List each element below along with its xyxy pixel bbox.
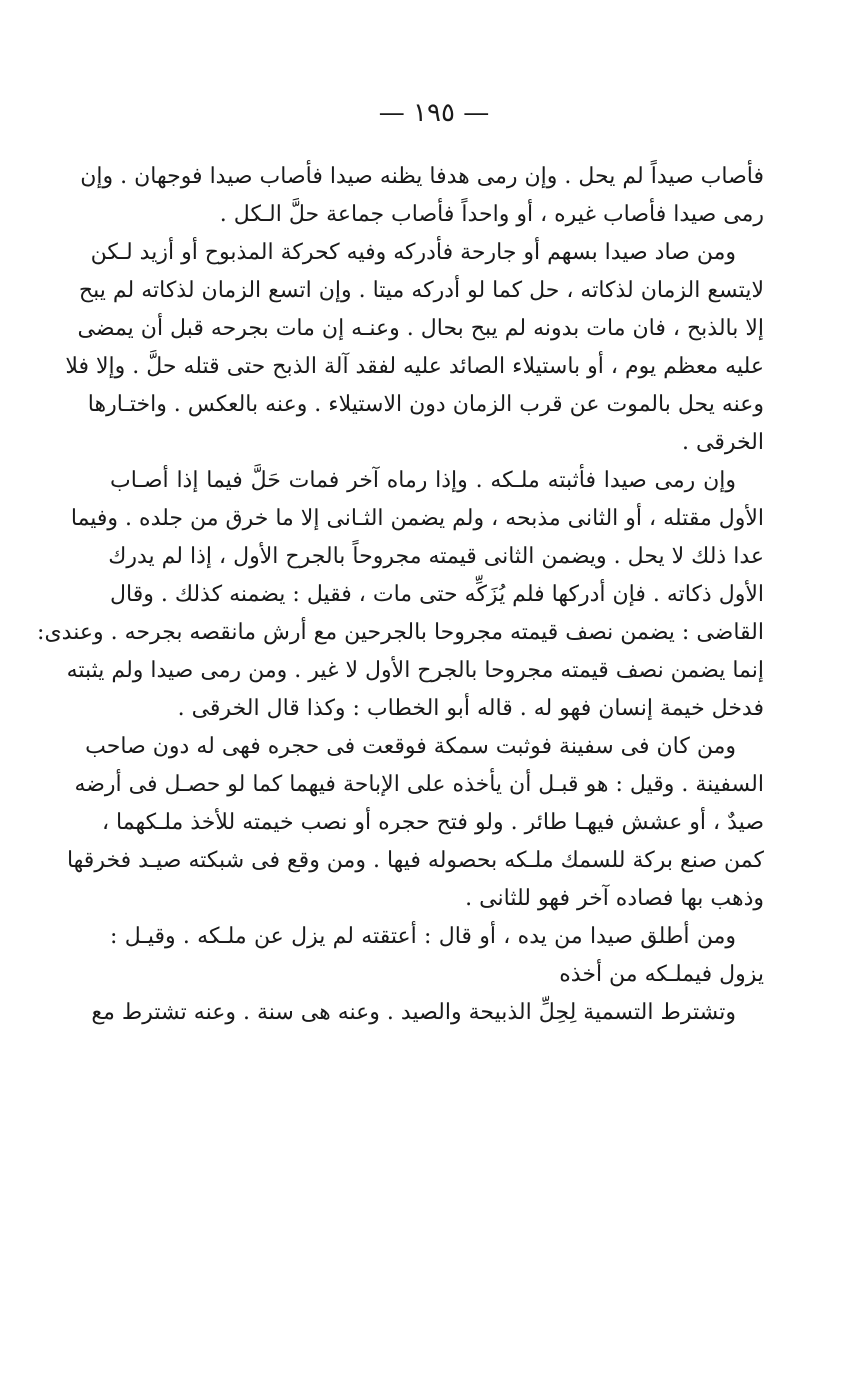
text-line: القاضى : يضمن نصف قيمته مجروحا بالجرحين مع أرش مانقصه بجرحه . وعندى: <box>37 620 764 645</box>
text-line: صيدٌ ، أو عشش فيهـا طائر . ولو فتح حجره أو نصب خيمته للأخذ ملـكهما ، <box>101 810 764 835</box>
text-line: إنما يضمن نصف قيمته مجروحا بالجرح الأول لا غير . ومن رمى صيدا ولم يثبته <box>66 658 764 683</box>
text-line: الأول مقتله ، أو الثانى مذبحه ، ولم يضمن الثـانى إلا ما خرق من جلده . وفيما <box>70 506 764 531</box>
text-line: وإن رمى صيدا فأثبته ملـكه . وإذا رماه آخر فمات حَلَّ فيما إذا أصـاب <box>110 468 736 493</box>
text-line: الخرقى . <box>682 430 764 455</box>
text-line: فأصاب صيداً لم يحل . وإن رمى هدفا يظنه صيدا فأصاب صيدا فوجهان . وإن <box>80 164 764 189</box>
text-line: يزول فيملـكه من أخذه <box>559 962 764 987</box>
text-line: عليه معظم يوم ، أو باستيلاء الصائد عليه لفقد آلة الذبح حتى قتله حلَّ . وإلا فلا <box>65 354 764 379</box>
text-line: وعنه يحل بالموت عن قرب الزمان دون الاستيلاء . وعنه بالعكس . واختـارها <box>87 392 764 417</box>
text-line: إلا بالذبح ، فان مات بدونه لم يبح بحال . وعنـه إن مات بجرحه قبل أن يمضى <box>77 316 764 341</box>
text-line: ومن كان فى سفينة فوثبت سمكة فوقعت فى حجره فهى له دون صاحب <box>85 734 736 759</box>
text-line: ومن صاد صيدا بسهم أو جارحة فأدركه وفيه كحركة المذبوح أو أزيد لـكن <box>90 240 736 265</box>
text-line: وذهب بها فصاده آخر فهو للثانى . <box>465 886 764 911</box>
page-number: — ١٩٥ — <box>378 98 490 128</box>
text-line: فدخل خيمة إنسان فهو له . قاله أبو الخطاب : وكذا قال الخرقى . <box>177 696 764 721</box>
text-line: لايتسع الزمان لذكاته ، حل كما لو أدركه ميتا . وإن اتسع الزمان لذكاته لم يبح <box>78 278 764 303</box>
text-line: رمى صيدا فأصاب غيره ، أو واحداً فأصاب جماعة حلَّ الـكل . <box>219 202 764 227</box>
text-line: الأول ذكاته . فإن أدركها فلم يُزَكِّه حتى مات ، فقيل : يضمنه كذلك . وقال <box>110 582 764 607</box>
text-line: وتشترط التسمية لِحِلِّ الذبيحة والصيد . وعنه هى سنة . وعنه تشترط مع <box>91 1000 736 1025</box>
text-line: السفينة . وقيل : هو قبـل أن يأخذه على الإباحة فيهما كما لو حصـل فى أرضه <box>74 772 764 797</box>
text-line: عدا ذلك لا يحل . ويضمن الثانى قيمته مجروحاً بالجرح الأول ، إذا لم يدرك <box>108 544 764 569</box>
body-text <box>37 158 764 1032</box>
text-line: ومن أطلق صيدا من يده ، أو قال : أعتقته لم يزل عن ملـكه . وقيـل : <box>110 924 736 949</box>
text-line: كمن صنع بركة للسمك ملـكه بحصوله فيها . ومن وقع فى شبكته صيـد فخرقها <box>66 848 764 873</box>
